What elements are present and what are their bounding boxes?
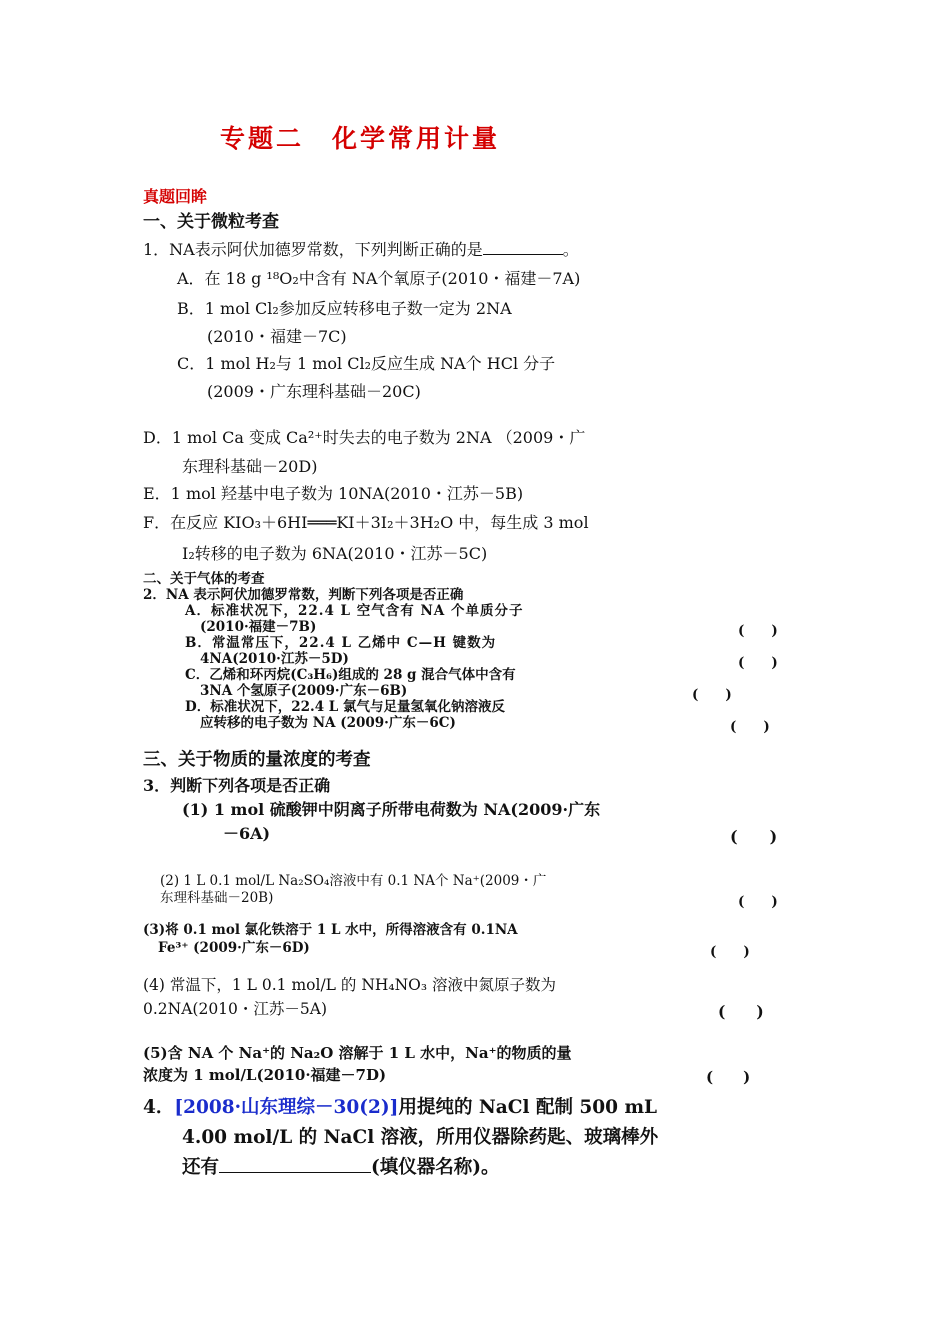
q1-option-b-line2: (2010・福建－7C) (207, 327, 347, 346)
part3-heading: 三、关于物质的量浓度的考查 (143, 750, 371, 770)
q4-source: [2008·山东理综－30(2)] (174, 1097, 399, 1118)
q1-answer-blank (483, 254, 563, 255)
q2-option-b-line1: B．常温常压下，22.4 L 乙烯中 C—H 键数为 (185, 635, 497, 651)
q2-option-d-line1: D．标准状况下，22.4 L 氯气与足量氢氧化钠溶液反 (185, 699, 505, 715)
q1-option-b-line1: B．1 mol Cl₂参加反应转移电子数一定为 2NA (177, 299, 512, 318)
page-title: 专题二 化学常用计量 (220, 124, 501, 153)
q3-stem: 3．判断下列各项是否正确 (143, 776, 331, 795)
q4-line3 (182, 1157, 500, 1179)
q3-item5-line2: 浓度为 1 mol/L(2010·福建－7D) (143, 1066, 387, 1084)
q4-number: 4． (143, 1097, 175, 1118)
q2-option-a-line1: A．标准状况下，22.4 L 空气含有 NA 个单质分子 (185, 603, 524, 619)
q3-item5-line1: (5)含 NA 个 Na⁺的 Na₂O 溶解于 1 L 水中，Na⁺的物质的量 (143, 1044, 572, 1062)
q1-option-f-line1: F．在反应 KIO₃＋6HI═══KI＋3I₂＋3H₂O 中，每生成 3 mol (143, 513, 589, 532)
q4-text-3a: 还有 (182, 1157, 220, 1178)
q1-stem (143, 240, 579, 259)
q2-option-d-line2: 应转移的电子数为 NA (2009·广东－6C) (200, 715, 456, 731)
q3-item4-line2: 0.2NA(2010・江苏－5A) (143, 1000, 328, 1018)
q4-answer-blank (219, 1172, 371, 1173)
q2-option-c-line1: C．乙烯和环丙烷(C₃H₆)组成的 28 g 混合气体中含有 (185, 667, 516, 683)
q3-item2-line1: (2) 1 L 0.1 mol/L Na₂SO₄溶液中有 0.1 NA个 Na⁺(2009・广 (160, 873, 547, 889)
q2-c-answer-paren: ( ) (692, 687, 732, 703)
q1-stem-text: 1．NA表示阿伏加德罗常数，下列判断正确的是 (143, 240, 483, 259)
part1-heading: 一、关于微粒考查 (143, 212, 279, 232)
q2-b-answer-paren: ( ) (738, 655, 778, 671)
q3-item3-line1: (3)将 0.1 mol 氯化铁溶于 1 L 水中，所得溶液含有 0.1NA (143, 922, 518, 938)
q2-d-answer-paren: ( ) (730, 719, 770, 735)
part2-heading: 二、关于气体的考查 (143, 571, 265, 587)
q4-text-1: 用提纯的 NaCl 配制 500 mL (398, 1097, 658, 1118)
q3-item1-line1: (1) 1 mol 硫酸钾中阴离子所带电荷数为 NA(2009·广东 (182, 800, 601, 819)
q2-stem: 2．NA 表示阿伏加德罗常数，判断下列各项是否正确 (143, 587, 464, 603)
q1-stem-end: 。 (562, 240, 579, 259)
q3-item2-line2: 东理科基础－20B) (160, 890, 274, 906)
q3-item1-answer-paren: ( ) (730, 827, 778, 846)
q1-option-c-line1: C．1 mol H₂与 1 mol Cl₂反应生成 NA个 HCl 分子 (177, 354, 556, 373)
q1-option-d-line1: D．1 mol Ca 变成 Ca²⁺时失去的电子数为 2NA （2009・广 (143, 428, 586, 447)
q4-text-3b: (填仪器名称)。 (371, 1157, 500, 1178)
q3-item1-line2: －6A) (223, 824, 271, 843)
q2-option-a-line2: (2010·福建－7B) (200, 619, 317, 635)
q2-option-b-line2: 4NA(2010·江苏－5D) (200, 651, 349, 667)
q2-option-c-line2: 3NA 个氢原子(2009·广东－6B) (200, 683, 408, 699)
q2-a-answer-paren: ( ) (738, 623, 778, 639)
q1-option-f-line2: I₂转移的电子数为 6NA(2010・江苏－5C) (182, 544, 488, 563)
q3-item3-answer-paren: ( ) (710, 944, 750, 960)
section-review: 真题回眸 (143, 187, 208, 206)
q1-option-c-line2: (2009・广东理科基础－20C) (207, 382, 421, 401)
q3-item4-line1: (4) 常温下，1 L 0.1 mol/L 的 NH₄NO₃ 溶液中氮原子数为 (143, 976, 557, 994)
q3-item3-line2: Fe³⁺ (2009·广东－6D) (158, 940, 310, 956)
q4-line2: 4.00 mol/L 的 NaCl 溶液，所用仪器除药匙、玻璃棒外 (182, 1127, 659, 1148)
q1-option-d-line2: 东理科基础－20D) (182, 457, 318, 476)
q4-line1 (143, 1097, 657, 1119)
q1-option-a: A．在 18 g ¹⁸O₂中含有 NA个氧原子(2010・福建－7A) (177, 269, 581, 288)
q3-item2-answer-paren: ( ) (738, 894, 778, 910)
q3-item4-answer-paren: ( ) (718, 1002, 764, 1021)
q3-item5-answer-paren: ( ) (706, 1068, 751, 1086)
q1-option-e: E．1 mol 羟基中电子数为 10NA(2010・江苏－5B) (143, 484, 524, 503)
